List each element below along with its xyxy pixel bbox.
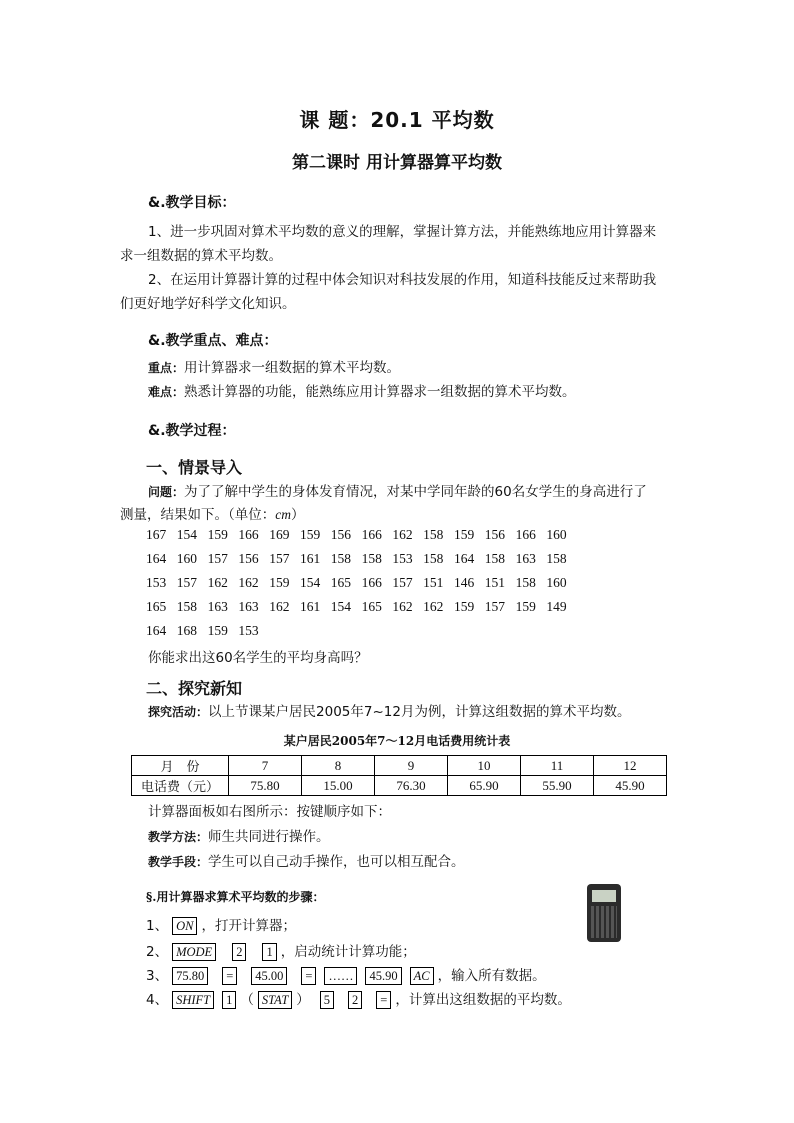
step-1-text: ，打开计算器； xyxy=(201,918,296,934)
paren-open: （ xyxy=(240,992,254,1008)
height-value: 157 xyxy=(269,551,290,566)
height-value: 158 xyxy=(423,527,444,542)
height-value: 166 xyxy=(238,527,259,542)
height-value: 168 xyxy=(176,623,198,638)
calculator-buttons xyxy=(591,906,617,938)
page-subtitle: 第二课时 用计算器算平均数 xyxy=(292,153,502,173)
goal-2-line-2: 们更好地学好科学文化知识。 xyxy=(120,296,296,312)
height-value: 158 xyxy=(546,551,567,566)
intro-ask: 你能求出这60名学生的平均身高吗？ xyxy=(148,650,368,666)
heights-row xyxy=(146,551,577,567)
step-3-text: ，输入所有数据。 xyxy=(437,968,546,984)
difficulty-text: 熟悉计算器的功能，能熟练应用计算器求一组数据的算术平均数。 xyxy=(184,384,576,400)
height-value: 157 xyxy=(484,599,506,614)
height-value: 166 xyxy=(361,575,382,590)
keypoint-label: 重点： xyxy=(148,361,185,375)
heights-row xyxy=(146,623,269,639)
fee-cell: 15.00 xyxy=(302,776,375,796)
activity-line xyxy=(148,700,630,724)
difficulty-line xyxy=(148,380,576,404)
table-caption: 某户居民2005年7～12月电话费用统计表 xyxy=(283,734,511,748)
question-close: ） xyxy=(291,507,305,523)
height-value: 153 xyxy=(146,575,167,590)
height-value: 167 xyxy=(146,527,167,542)
activity-label: 探究活动： xyxy=(148,705,209,719)
height-value: 161 xyxy=(299,551,321,566)
height-value: 164 xyxy=(146,623,167,638)
height-value: 151 xyxy=(484,575,506,590)
method-label: 教学方法： xyxy=(148,830,209,844)
height-value: 165 xyxy=(330,575,352,590)
height-value: 163 xyxy=(207,599,228,614)
height-value: 158 xyxy=(423,551,444,566)
equals-key: = xyxy=(376,991,391,1009)
method-text: 师生共同进行操作。 xyxy=(208,829,330,845)
height-value: 159 xyxy=(515,599,536,614)
keypoint-line xyxy=(148,356,400,380)
step-3-number: 3、 xyxy=(146,968,169,984)
month-cell: 12 xyxy=(594,756,667,776)
height-value: 162 xyxy=(269,599,290,614)
height-value: 159 xyxy=(207,527,228,542)
height-value: 165 xyxy=(146,599,167,614)
table-row xyxy=(132,756,667,776)
height-value: 160 xyxy=(546,527,567,542)
height-value: 158 xyxy=(361,551,382,566)
heights-row xyxy=(146,527,577,543)
key-5: 5 xyxy=(320,991,334,1009)
height-value: 169 xyxy=(269,527,290,542)
key-2: 2 xyxy=(348,991,362,1009)
step-3 xyxy=(146,964,546,988)
step-1-number: 1、 xyxy=(146,918,169,934)
stat-key: STAT xyxy=(258,991,292,1009)
height-value: 149 xyxy=(546,599,567,614)
height-value: 153 xyxy=(238,623,259,638)
goal-1-line-1: 1、进一步巩固对算术平均数的意义的理解，掌握计算方法，并能熟练地应用计算器来 xyxy=(148,224,657,240)
table-header-cell: 月 份 xyxy=(132,756,229,776)
activity-text: 以上节课某户居民2005年7~12月为例，计算这组数据的算术平均数。 xyxy=(208,704,631,720)
question-line-1 xyxy=(148,480,647,504)
height-value: 156 xyxy=(238,551,259,566)
height-value: 154 xyxy=(176,527,198,542)
height-value: 159 xyxy=(453,599,475,614)
height-value: 156 xyxy=(484,527,506,542)
fee-cell: 75.80 xyxy=(229,776,302,796)
height-value: 166 xyxy=(515,527,536,542)
height-value: 151 xyxy=(423,575,444,590)
steps-heading: §.用计算器求算术平均数的步骤： xyxy=(146,890,325,904)
process-heading: &.教学过程： xyxy=(148,423,236,439)
paren-close: ） xyxy=(296,992,310,1008)
step-2-number: 2、 xyxy=(146,944,169,960)
key-1: 1 xyxy=(222,991,236,1009)
step-2 xyxy=(146,940,416,964)
goal-2-line-1: 2、在运用计算器计算的过程中体会知识对科技发展的作用，知道科技能反过来帮助我 xyxy=(148,272,657,288)
height-value: 164 xyxy=(453,551,475,566)
question-line-2 xyxy=(120,503,305,527)
key-1: 1 xyxy=(262,943,276,961)
height-value: 162 xyxy=(238,575,259,590)
height-value: 162 xyxy=(392,599,413,614)
question-label: 问题： xyxy=(148,485,185,499)
month-cell: 7 xyxy=(229,756,302,776)
height-value: 157 xyxy=(207,551,228,566)
fee-cell: 65.90 xyxy=(448,776,521,796)
fee-cell: 45.90 xyxy=(594,776,667,796)
fee-cell: 76.30 xyxy=(375,776,448,796)
height-value: 157 xyxy=(392,575,413,590)
means-label: 教学手段： xyxy=(148,855,209,869)
method-line xyxy=(148,825,330,849)
shift-key: SHIFT xyxy=(172,991,214,1009)
ellipsis-key: …… xyxy=(324,967,357,985)
key-2: 2 xyxy=(232,943,246,961)
height-value: 159 xyxy=(453,527,475,542)
height-value: 159 xyxy=(299,527,321,542)
explore-heading: 二、探究新知 xyxy=(146,679,243,698)
height-value: 162 xyxy=(423,599,444,614)
height-value: 165 xyxy=(361,599,382,614)
height-value: 156 xyxy=(330,527,352,542)
goal-1-line-2: 求一组数据的算术平均数。 xyxy=(120,248,282,264)
month-cell: 10 xyxy=(448,756,521,776)
calculator-screen xyxy=(592,890,616,902)
month-cell: 11 xyxy=(521,756,594,776)
height-value: 164 xyxy=(146,551,167,566)
step-4-number: 4、 xyxy=(146,992,169,1008)
height-value: 162 xyxy=(207,575,228,590)
height-value: 153 xyxy=(392,551,413,566)
ac-key: AC xyxy=(410,967,434,985)
unit-text: cm xyxy=(275,507,291,522)
height-value: 159 xyxy=(207,623,228,638)
on-key: ON xyxy=(172,917,197,935)
height-value: 160 xyxy=(546,575,567,590)
keypoints-heading: &.教学重点、难点： xyxy=(148,333,278,349)
phone-fee-table xyxy=(131,755,667,796)
height-value: 162 xyxy=(392,527,413,542)
height-value: 157 xyxy=(176,575,198,590)
panel-text: 计算器面板如右图所示：按键顺序如下： xyxy=(148,804,391,820)
keypoint-text: 用计算器求一组数据的算术平均数。 xyxy=(184,360,401,376)
height-value: 158 xyxy=(330,551,352,566)
means-text: 学生可以自己动手操作，也可以相互配合。 xyxy=(208,854,465,870)
heights-row xyxy=(146,599,577,615)
key-value-last: 45.90 xyxy=(365,967,401,985)
means-line xyxy=(148,850,465,874)
intro-heading: 一、情景导入 xyxy=(146,458,243,477)
month-cell: 8 xyxy=(302,756,375,776)
question-text-1: 为了了解中学生的身体发育情况，对某中学同年龄的60名女学生的身高进行了 xyxy=(184,484,647,500)
goals-heading: &.教学目标： xyxy=(148,195,236,211)
table-row xyxy=(132,776,667,796)
calculator-icon xyxy=(587,884,621,942)
height-value: 158 xyxy=(484,551,506,566)
height-value: 154 xyxy=(330,599,352,614)
height-value: 161 xyxy=(299,599,321,614)
page-title: 课 题：20.1 平均数 xyxy=(299,108,495,132)
step-4-text: ，计算出这组数据的平均数。 xyxy=(395,992,571,1008)
step-2-text: ，启动统计计算功能； xyxy=(280,944,416,960)
height-value: 163 xyxy=(515,551,536,566)
height-value: 158 xyxy=(176,599,198,614)
height-value: 146 xyxy=(453,575,475,590)
mode-key: MODE xyxy=(172,943,216,961)
fee-cell: 55.90 xyxy=(521,776,594,796)
key-value-2: 45.00 xyxy=(251,967,287,985)
month-cell: 9 xyxy=(375,756,448,776)
height-value: 163 xyxy=(238,599,259,614)
table-row-label: 电话费（元） xyxy=(132,776,229,796)
step-1 xyxy=(146,914,296,938)
difficulty-label: 难点： xyxy=(148,385,185,399)
key-value-1: 75.80 xyxy=(172,967,208,985)
question-text-2: 测量，结果如下。（单位： xyxy=(120,507,276,523)
equals-key: = xyxy=(301,967,316,985)
heights-row xyxy=(146,575,577,591)
height-value: 160 xyxy=(176,551,198,566)
height-value: 159 xyxy=(269,575,290,590)
height-value: 154 xyxy=(299,575,321,590)
height-value: 158 xyxy=(515,575,536,590)
height-value: 166 xyxy=(361,527,382,542)
equals-key: = xyxy=(222,967,237,985)
step-4 xyxy=(146,988,571,1012)
